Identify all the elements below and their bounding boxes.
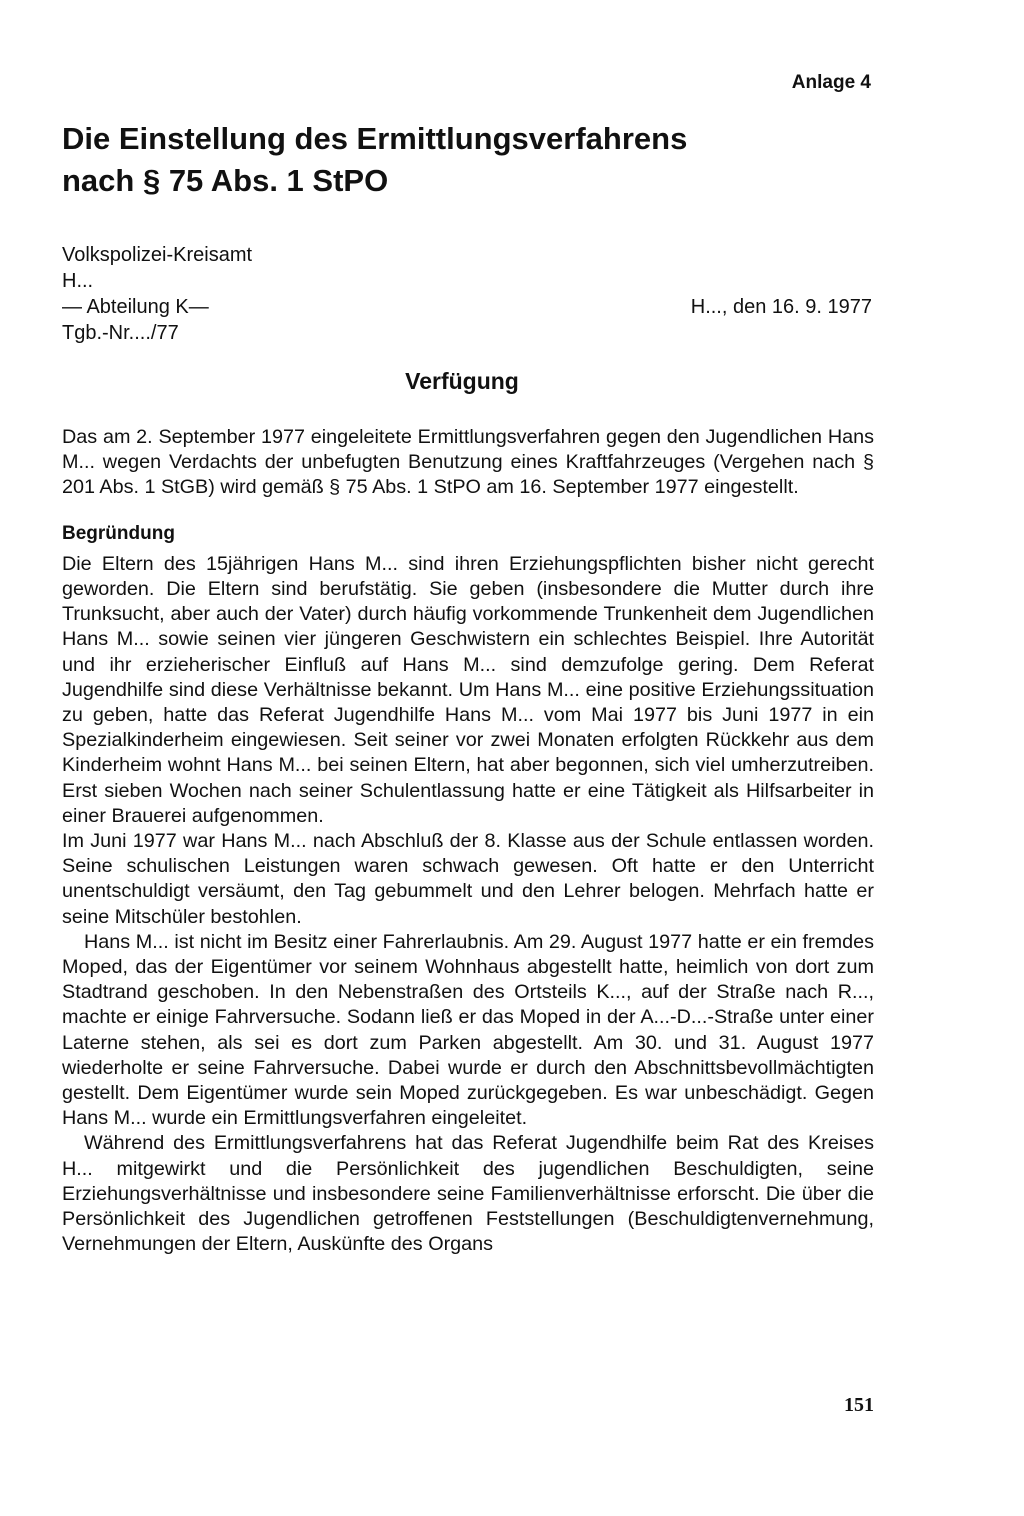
- order-text: Das am 2. September 1977 eingeleitete Ermittlungsverfahren gegen den Jugendlichen Hans M... wegen Verdachts der unbefugten Benutzung eines Kraftfahrzeuges (Vergehen nach § 201 Abs. 1 StGB) wird gemäß § 75 Abs. 1 StPO am 16. September 1977 eingestellt.: [62, 426, 874, 499]
- reasoning-heading: Begründung: [62, 522, 175, 544]
- sender-department: — Abteilung K—: [62, 296, 209, 318]
- order-heading: Verfügung: [405, 368, 519, 394]
- sender-reference-number: Tgb.-Nr..../77: [62, 322, 179, 344]
- sender-city: H...: [62, 270, 94, 292]
- sender-authority: Volkspolizei-Kreisamt: [62, 244, 253, 266]
- document-title: [62, 118, 862, 202]
- reasoning-paragraph-1: Die Eltern des 15jährigen Hans M... sind ihren Erziehungspflichten bisher nicht gerecht geworden. Die Eltern sind berufstätig. Sie geben (insbesondere die Mutter durch ihre Trunksucht, aber auch der Vater) durch häufig vorkommende Trunkenheit dem Jugendlichen Hans M... sowie seinen vier jüngeren Geschwistern ein schlechtes Beispiel. Ihre Autorität und ihr erzieherischer Einfluß auf Hans M... sind demzufolge gering. Dem Referat Jugendhilfe sind diese Verhältnisse bekannt. Um Hans M... eine positive Erziehungssituation zu geben, hatte das Referat Jugendhilfe Hans M... vom Mai 1977 bis Juni 1977 in ein Spezialkinderheim eingewiesen. Seit seiner vor zwei Monaten erfolgten Rückkehr aus dem Kinderheim wohnt Hans M... bei seinen Eltern, hat aber begonnen, sich viel umherzutreiben. Erst sieben Wochen nach seiner Schulentlassung hatte er eine Tätigkeit als Hilfsarbeiter in einer Brauerei aufgenommen.: [62, 552, 874, 827]
- page-number: 151: [844, 1394, 874, 1416]
- title-line-1: Die Einstellung des Ermittlungsverfahrens: [62, 121, 688, 156]
- document-body: [62, 425, 874, 1258]
- title-line-2: nach § 75 Abs. 1 StPO: [62, 163, 389, 198]
- reasoning-paragraph-3: Hans M... ist nicht im Besitz einer Fahrerlaubnis. Am 29. August 1977 hatte er ein fremdes Moped, das der Eigentümer vor seinem Wohnhaus abgestellt hatte, heimlich von dort zum Stadtrand geschoben. In den Nebenstraßen des Ortsteils K..., auf der Straße nach R..., machte er einige Fahrversuche. Sodann ließ er das Moped in der A...-D...-Straße unter einer Laterne stehen, als sei es dort zum Parken abgestellt. Am 30. und 31. August 1977 wiederholte er seine Fahrversuche. Dabei wurde er durch den Abschnittsbevollmächtigten gestellt. Dem Eigentümer wurde sein Moped zurückgegeben. Es war unbeschädigt. Gegen Hans M... wurde ein Ermittlungsverfahren eingeleitet.: [62, 930, 874, 1130]
- sender-block: [62, 242, 252, 346]
- reasoning-paragraph-4: Während des Ermittlungsverfahrens hat das Referat Jugendhilfe beim Rat des Kreises H... mitgewirkt und die Persönlichkeit des jugendlichen Beschuldigten, seine Erziehungsverhältnisse und insbesondere seine Familienverhältnisse erforscht. Die über die Persönlichkeit des Jugendlichen getroffenen Feststellungen (Beschuldigtenvernehmung, Vernehmungen der Eltern, Auskünfte des Organs: [62, 1132, 874, 1256]
- reasoning-paragraph-2: Im Juni 1977 war Hans M... nach Abschluß der 8. Klasse aus der Schule entlassen worden. Seine schulischen Leistungen waren schwach gewesen. Oft hatte er den Unterricht unentschuldigt versäumt, den Tag gebummelt und den Lehrer belogen. Mehrfach hatte er seine Mitschüler bestohlen.: [62, 830, 874, 928]
- annex-label: Anlage 4: [791, 72, 871, 93]
- document-date: H..., den 16. 9. 1977: [690, 296, 872, 318]
